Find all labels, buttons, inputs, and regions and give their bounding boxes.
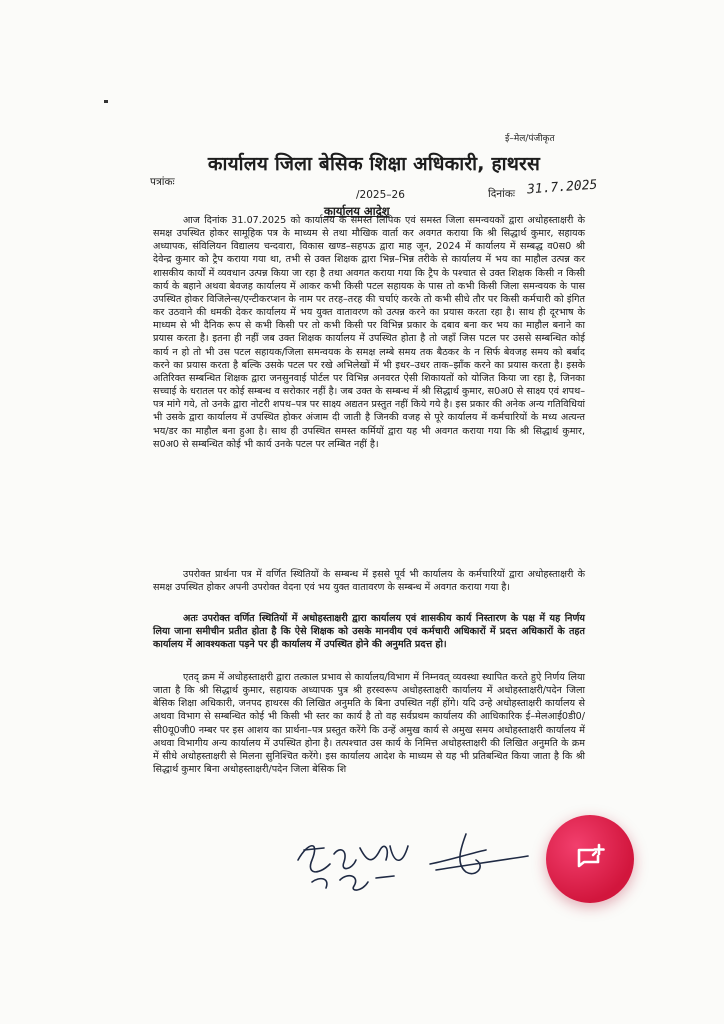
handwritten-date: 31.7.2025 (526, 177, 598, 198)
handwritten-signature (290, 820, 540, 900)
scan-mark (104, 100, 108, 103)
date-label: दिनांकः (488, 188, 516, 200)
ai-chat-button[interactable] (546, 815, 634, 903)
chat-sparkle-icon (572, 841, 608, 877)
order-heading: कार्यालय आदेश (324, 204, 390, 218)
paragraph-4: एतद् क्रम में अधोहस्ताक्षरी द्वारा तत्काल प्रभाव से कार्यालय/विभाग में निम्नवत् व्यवस्था स्थापित करते हुऐ निर्णय लिया जाता है कि श्री सिद्धार्थ कुमार, सहायक अध्यापक पुत्र श्री हरस्वरूप अधोहस्ताक्षरी कार्यालय में अधोहस्ताक्षरी/पदेन जिला बेसिक शिक्षा अधिकारी, जनपद हाथरस की लिखित अनुमति के बिना उपस्थित नहीं होंगे। यदि उन्हे अधोहस्ताक्षरी कार्यालय से अथवा विभाग से सम्बन्धित कोई भी किसी भी स्तर का कार्य है तो वह सर्वप्रथम कार्यालय की आधिकारिक ई–मेलआई0डी0/सी0यू0जी0 नम्बर पर इस आशय का प्रार्थना–पत्र प्रस्तुत करेंगे कि उन्हें अमुख कार्य से अमुख समय अधोहस्ताक्षरी कार्यालय में अथवा विभागीय अन्य कार्यालय में उपस्थित होना है। तत्पश्चात उस कार्य के निमित्त अधोहस्ताक्षरी की लिखित अनुमति के क्रम में सीधे अधोहस्ताक्षरी से मिलना सुनिश्चित करेंगे। इस कार्यालय आदेश के माध्यम से यह भी प्रतिबन्धित किया जाता है कि श्री सिद्धार्थ कुमार बिना अधोहस्ताक्षरी/पदेन जिला बेसिक शि (153, 672, 585, 776)
mail-label: ई–मेल/पंजीकृत (505, 134, 555, 144)
paragraph-3: अतः उपरोक्त वर्णित स्थितियों में अधोहस्ताक्षरी द्वारा कार्यालय एवं शासकीय कार्य निस्तारण के पक्ष में यह निर्णय लिया जाना समीचीन प्रतीत होता है कि ऐसे शिक्षक को उसके मानवीय एवं कर्मचारी अधिकारों में प्रदत्त अधिकारों के तहत कार्यालय में आवश्यकता पड़ने पर ही कार्यालय में उपस्थित होने की अनुमति प्रदत्त हो। (153, 613, 585, 651)
patrank-label: पत्रांकः (150, 176, 175, 188)
reference-number: /2025–26 (356, 189, 405, 201)
paragraph-2: उपरोक्त प्रार्थना पत्र में वर्णित स्थितियों के सम्बन्ध में इससे पूर्व भी कार्यालय के कर्मचारियों द्वारा अधोहस्ताक्षरी के समक्ष उपस्थित होकर अपनी उपरोक्त वेदना एवं भय युक्त वातावरण के सम्बन्ध में अवगत कराया गया है। (153, 569, 585, 594)
paragraph-1: आज दिनांक 31.07.2025 को कार्यालय के समस्त लिपिक एवं समस्त जिला समन्वयकों द्वारा अधोहस्ताक्षरी के समक्ष उपस्थित होकर सामूहिक पत्र के माध्यम से तथा मौखिक वार्ता कर अवगत कराया कि श्री सिद्धार्थ कुमार, सहायक अध्यापक, संविलियन विद्यालय चन्दवारा, विकास खण्ड–सहपऊ द्वारा माह जून, 2024 में कार्यालय में सम्बद्ध व0स0 श्री देवेन्द्र कुमार को ट्रैप कराया गया था, तभी से उक्त शिक्षक द्वारा भिन्न–भिन्न तरीके से कार्यालय में भय का माहौल उत्पन्न कर शासकीय कार्यों में व्यवधान उत्पन्न किया जा रहा है तथा अवगत कराया गया कि ट्रैप के पश्चात से उक्त शिक्षक किसी न किसी कार्य के बहाने अथवा बेवजह कार्यालय में आकर कभी किसी पटल सहायक के पास तो कभी किसी जिला समन्वयक के पास उपस्थित होकर विजिलेन्स/एन्टीकरप्शन के नाम पर तरह–तरह की चर्चाएं करके तो कभी सीधे तौर पर किसी कर्मचारी को इंगित कर उठवाने की धमकी देकर कार्यालय में भय युक्त वातावरण को उत्पन्न करने का प्रयास करता रहा है। साथ ही दूरभाष के माध्यम से भी दैनिक रूप से कभी किसी पर तो कभी किसी पर विभिन्न प्रकार के दबाव बना कर भय का माहौल बनाने का प्रयास करता है। इतना ही नहीं जब उक्त शिक्षक कार्यालय में उपस्थित होता है तो जहाँ जिस पटल पर उससे सम्बन्धित कोई कार्य न हो तो भी उस पटल सहायक/जिला समन्वयक के समक्ष लम्बे समय तक बैठकर के न सिर्फ बेवजह समय को बर्बाद करने का प्रयास करता है बल्कि उसके पटल पर रखे अभिलेखों में भी इधर–उधर ताक–झाँक करने का प्रयास करता है। इसके अतिरिक्त सम्बन्धित शिक्षक द्वारा जनसुनवाई पोर्टल पर विभिन्न अनवरत ऐसी शिकायतों को योजित किया जा रहा है, जिनका सच्चाई के धरातल पर कोई सम्बन्ध व सरोकार नहीं है। जब उक्त के सम्बन्ध में श्री सिद्धार्थ कुमार, स0अ0 से साक्ष्य एवं शपथ–पत्र मांगे गये, तो उनके द्वारा नोटरी शपथ–पत्र पर साक्ष्य अद्यतन प्रस्तुत नहीं किये गये है। इस प्रकार की अनेक अन्य गतिविधियां भी उसके द्वारा कार्यालय में उपस्थित होकर अंजाम दी जाती है जिनकी वजह से पूरे कार्यालय में कर्मचारियों के मध्य अत्यन्त भय/डर का माहौल बना हुआ है। साथ ही उपस्थित समस्त कर्मियों द्वारा यह भी अवगत कराया गया कि श्री सिद्धार्थ कुमार, स0अ0 से सम्बन्धित कोई भी कार्य उनके पटल पर लम्बित नहीं है। (153, 215, 585, 450)
office-title: कार्यालय जिला बेसिक शिक्षा अधिकारी, हाथरस (207, 153, 541, 175)
